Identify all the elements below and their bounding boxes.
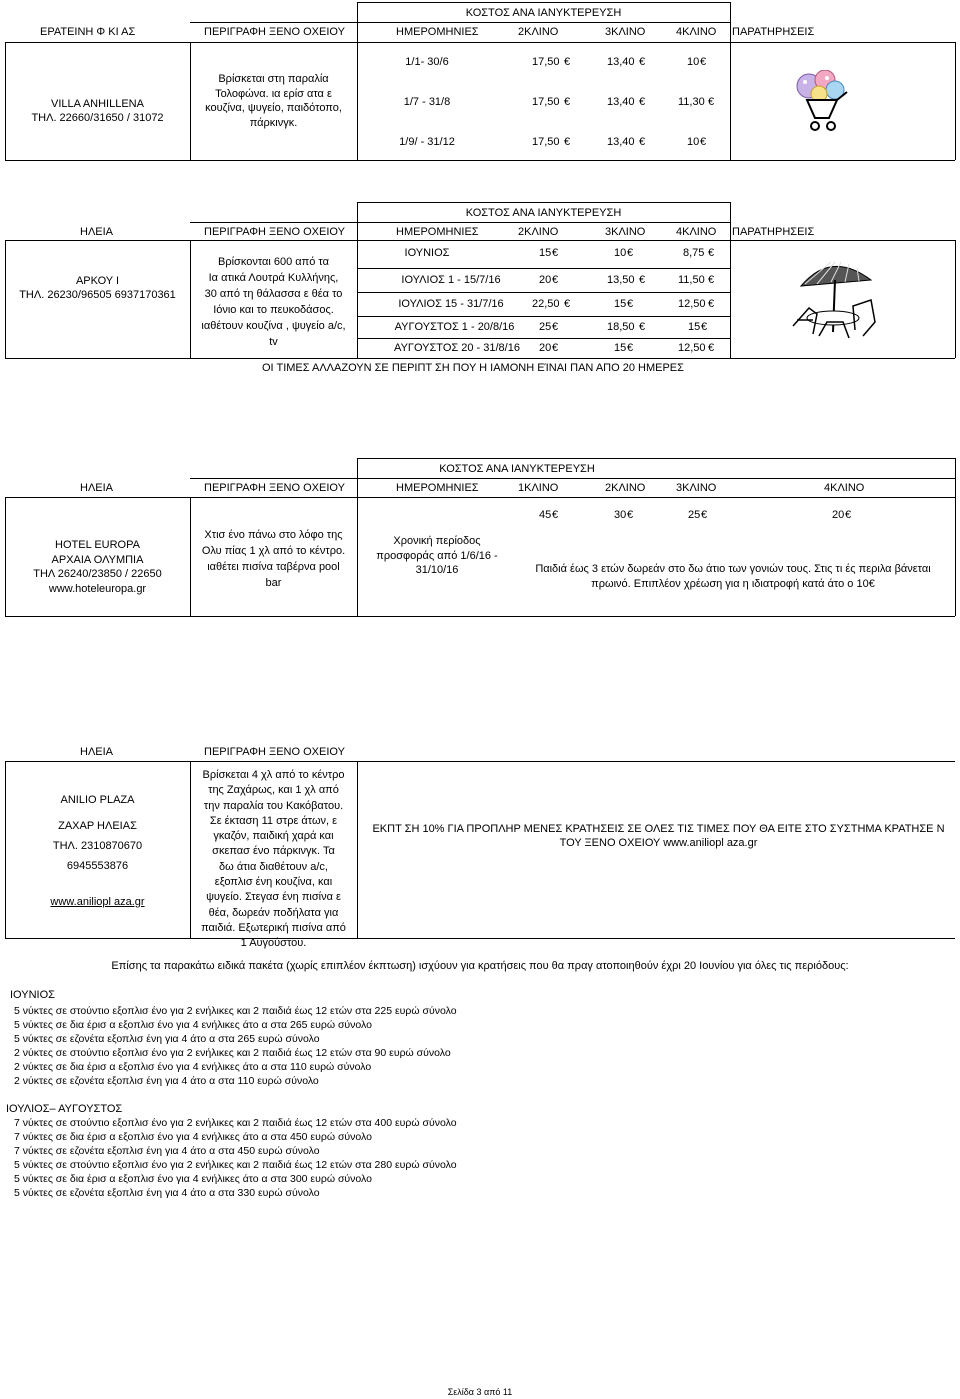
cost-title: ΚΟΣΤΟΣ ΑΝΑ ΙΑΝΥΚΤΕΡΕΥΣΗ: [465, 7, 622, 19]
region-header: ΗΛΕΙΑ: [80, 482, 114, 494]
hotel-description: Βρίσκεται 4 χλ από το κέντρο της Ζαχάρως, και 1 χλ από την παραλία του Κακόβατου. Σε έκταση 11 στρε άτων, ε γκαζόν, παιδική χαρά και σκεπασ ένο πάρκινγκ. Τα δω άτια διαθέτουν a/c, εξοπλισ ένη κουζίνα, και ψυγείο. Στεγασ ένη πισίνα ε θέα, δωρεάν ποδήλατα για παιδιά. Εξωτερική πισίνα από 1 Αυγούστου.: [201, 769, 346, 950]
date-range: ΑΥΓΟΥΣΤΟΣ 20 - 31/8/16: [394, 342, 520, 354]
package-item: 5 νύκτες σε δια έρισ α εξοπλισ ένο για 4 ενήλικες άτο α στα 300 ευρώ σύνολο: [14, 1173, 372, 1185]
cost-title: ΚΟΣΤΟΣ ΑΝΑ ΙΑΝΥΚΤΕΡΕΥΣΗ: [439, 463, 595, 475]
single-header: 1ΚΛΙΝΟ: [518, 482, 559, 494]
triple-header: 3ΚΛΙΝΟ: [676, 482, 717, 494]
package-item: 5 νύκτες σε στούντιο εξοπλισ ένο για 2 ενήλικες και 2 παιδιά έως 12 ετών στα 280 ευρώ σύνολο: [14, 1159, 457, 1171]
date-range: 1/7 - 31/8: [403, 96, 451, 108]
price-2bed: 17,50: [532, 56, 560, 68]
price-4bed: 8,75: [683, 247, 705, 259]
desc-header: ΠΕΡΙΓΡΑΦΗ ΞΕΝΟ ΟΧΕΙΟΥ: [204, 482, 345, 494]
patio-umbrella-icon: [783, 256, 883, 346]
price-4bed: 10: [687, 136, 700, 148]
hotel-phone: ΤΗΛ. 22660/31650 / 31072: [31, 112, 164, 124]
ice-cream-cart-icon: [793, 70, 857, 136]
double-header: 2ΚΛΙΝΟ: [518, 226, 559, 238]
region-header: ΗΛΕΙΑ: [80, 226, 114, 238]
price-2bed: 30: [614, 509, 627, 521]
price-4bed: 20: [832, 509, 845, 521]
hotel-phone: ΤΗΛ 26240/23850 / 22650: [33, 568, 162, 580]
package-item: 2 νύκτες σε δια έρισ α εξοπλισ ένο για 4 ενήλικες άτο α στα 110 ευρώ σύνολο: [14, 1061, 372, 1073]
date-range: ΙΟΥΛΙΟΣ 1 - 15/7/16: [401, 274, 501, 286]
desc-header: ΠΕΡΙΓΡΑΦΗ ΞΕΝΟ ΟΧΕΙΟΥ: [204, 746, 345, 758]
hotel-info: HOTEL EUROPA ΑΡΧΑΙΑ ΟΛΥΜΠΙΑ ΤΗΛ 26240/23850 / 22650 www.hoteleuropa.gr: [5, 538, 190, 596]
package-item: 2 νύκτες σε στούντιο εξοπλισ ένο για 2 ενήλικες και 2 παιδιά έως 12 ετών στα 90 ευρώ σύνολο: [14, 1047, 451, 1059]
hotel-name: HOTEL EUROPA: [55, 539, 140, 551]
package-item: 5 νύκτες σε δια έρισ α εξοπλισ ένο για 4 ενήλικες άτο α στα 265 ευρώ σύνολο: [14, 1019, 372, 1031]
discount-note: ΕΚΠΤ ΣΗ 10% ΓΙΑ ΠΡΟΠΛΗΡ ΜΕΝΕΣ ΚΡΑΤΗΣΕΙΣ ΣΕ ΟΛΕΣ ΤΙΣ ΤΙΜΕΣ ΠΟΥ ΘΑ ΕΙΤΕ ΣΤΟ ΣΥΣΤΗΜΑ ΚΡΑΤΗΣΕ Ν ΤΟΥ ΞΕΝΟ ΟΧΕΙΟΥ www.aniliopl aza.gr: [372, 823, 945, 849]
cost-title: ΚΟΣΤΟΣ ΑΝΑ ΙΑΝΥΚΤΕΡΕΥΣΗ: [465, 207, 622, 219]
price-2bed: 17,50: [532, 96, 560, 108]
package-item: 5 νύκτες σε στούντιο εξοπλισ ένο για 2 ενήλικες και 2 παιδιά έως 12 ετών στα 225 ευρώ σύνολο: [14, 1005, 457, 1017]
double-header: 2ΚΛΙΝΟ: [518, 26, 559, 38]
price-4bed: 12,50: [678, 298, 706, 310]
date-range: 1/1- 30/6: [405, 56, 449, 68]
hotel-name: VILLA ANHILLENA: [51, 98, 144, 110]
package-item: 2 νύκτες σε εζονέτα εξοπλισ ένη για 4 άτο α στα 110 ευρώ σύνολο: [14, 1075, 319, 1087]
remarks-header: ΠΑΡΑΤΗΡΗΣΕΙΣ: [732, 226, 815, 238]
price-2bed: 17,50: [532, 136, 560, 148]
price-4bed: 10: [687, 56, 700, 68]
date-range: ΙΟΥΛΙΟΣ 15 - 31/7/16: [398, 298, 504, 310]
packages-intro: Επίσης τα παρακάτω ειδικά πακέτα (χωρίς επιπλέον έκπτωση) ισχύουν για κρατήσεις που θα πραγ ατοποιηθούν έχρι 20 Ιουνίου για όλες τις περιόδους:: [111, 960, 849, 972]
triple-header: 3ΚΛΙΝΟ: [605, 26, 646, 38]
price-3bed: 25: [688, 509, 701, 521]
price-2bed: 22,50: [532, 298, 560, 310]
hotel-name: ANILIO PLAZA: [60, 794, 135, 806]
desc-header: ΠΕΡΙΓΡΑΦΗ ΞΕΝΟ ΟΧΕΙΟΥ: [204, 26, 345, 38]
region-header: ΕΡΑΤΕΙΝΗ Φ ΚΙ ΑΣ: [40, 26, 136, 38]
quad-header: 4ΚΛΙΝΟ: [676, 26, 717, 38]
dates-header: ΗΜΕΡΟΜΗΝΙΕΣ: [396, 26, 479, 38]
price-1bed: 45: [539, 509, 552, 521]
price-3bed: 10: [614, 247, 627, 259]
hotel-description: Βρίσκονται 600 από τα Ια ατικά Λουτρά Κυλλήνης, 30 από τη θάλασσα ε θέα το Ιόνιο και το πευκοδάσος. ιαθέτουν κουζίνα , ψυγείο a/c, tv: [201, 256, 346, 348]
price-3bed: 13,40: [607, 96, 635, 108]
hotel-info: [5, 274, 190, 302]
dates-header: ΗΜΕΡΟΜΗΝΙΕΣ: [396, 482, 479, 494]
region-header: ΗΛΕΙΑ: [80, 746, 114, 758]
price-3bed: 13,40: [607, 56, 635, 68]
package-item: 5 νύκτες σε εζονέτα εξοπλισ ένη για 4 άτο α στα 330 ευρώ σύνολο: [14, 1187, 320, 1199]
hotel-name: ΑΡΚΟΥ Ι: [75, 275, 120, 287]
price-4bed: 15: [688, 321, 701, 333]
quad-header: 4ΚΛΙΝΟ: [824, 482, 865, 494]
offer-period: Χρονική περίοδος προσφοράς από 1/6/16 - 31/10/16: [376, 535, 498, 576]
remarks-header: ΠΑΡΑΤΗΡΗΣΕΙΣ: [732, 26, 815, 38]
hotel-info: [5, 97, 190, 125]
hotel-website-link[interactable]: www.aniliopl aza.gr: [50, 896, 145, 908]
hotel-description: Χτισ ένο πάνω στο λόφο της Ολυ πίας 1 χλ από το κέντρο. ιαθέτει πισίνα ταβέρνα pool bar: [201, 529, 346, 589]
july-august-title: ΙΟΥΛΙΟΣ– ΑΥΓΟΥΣΤΟΣ: [6, 1103, 123, 1115]
price-3bed: 13,40: [607, 136, 635, 148]
page-footer: Σελίδα 3 από 11: [447, 1387, 513, 1397]
double-header: 2ΚΛΙΝΟ: [605, 482, 646, 494]
price-2bed: 15: [539, 247, 552, 259]
price-2bed: 20: [539, 274, 552, 286]
hotel-description: Βρίσκεται στη παραλία Τολοφώνα. ια ερίσ ατα ε κουζίνα, ψυγείο, παιδότοπο, πάρκινγκ.: [205, 73, 342, 129]
price-2bed: 25: [539, 321, 552, 333]
price-3bed: 13,50: [607, 274, 635, 286]
hotel-phone: ΤΗΛ. 2310870670: [52, 840, 143, 852]
desc-header: ΠΕΡΙΓΡΑΦΗ ΞΕΝΟ ΟΧΕΙΟΥ: [204, 226, 345, 238]
package-item: 7 νύκτες σε στούντιο εξοπλισ ένο για 2 ενήλικες και 2 παιδιά έως 12 ετών στα 400 ευρώ σύνολο: [14, 1117, 457, 1129]
price-3bed: 15: [614, 342, 627, 354]
hotel-phone: ΤΗΛ. 26230/96505 6937170361: [19, 289, 176, 301]
price-4bed: 11,50: [678, 274, 705, 286]
price-2bed: 20: [539, 342, 552, 354]
price-4bed: 11,30: [678, 96, 705, 108]
date-range: 1/9/ - 31/12: [399, 136, 455, 148]
package-item: 5 νύκτες σε εζονέτα εξοπλισ ένη για 4 άτο α στα 265 ευρώ σύνολο: [14, 1033, 320, 1045]
quad-header: 4ΚΛΙΝΟ: [676, 226, 717, 238]
package-item: 7 νύκτες σε δια έρισ α εξοπλισ ένο για 4 ενήλικες άτο α στα 450 ευρώ σύνολο: [14, 1131, 372, 1143]
date-range: ΙΟΥΝΙΟΣ: [404, 247, 450, 259]
date-range: ΑΥΓΟΥΣΤΟΣ 1 - 20/8/16: [394, 321, 515, 333]
june-title: ΙΟΥΝΙΟΣ: [10, 989, 55, 1001]
triple-header: 3ΚΛΙΝΟ: [605, 226, 646, 238]
dates-header: ΗΜΕΡΟΜΗΝΙΕΣ: [396, 226, 479, 238]
price-3bed: 18,50: [607, 321, 635, 333]
price-note: ΟΙ ΤΙΜΕΣ ΑΛΛΑΖΟΥΝ ΣΕ ΠΕΡΙΠΤ ΣΗ ΠΟΥ Η ΙΑΜΟΝΗ ΕΊΝΑΙ ΠΑΝ ΑΠΟ 20 ΗΜΕΡΕΣ: [262, 362, 684, 374]
hotel-website: www.hoteleuropa.gr: [48, 582, 147, 595]
remarks: Παιδιά έως 3 ετών δωρεάν στο δω άτιο των γονιών τους. Στις τι ές περιλα βάνεται πρωινό. Επιπλέον χρέωση για η ιδιατροφή κατά άτο ο 10€: [535, 563, 931, 590]
hotel-mobile: 6945553876: [66, 860, 129, 872]
package-item: 7 νύκτες σε εζονέτα εξοπλισ ένη για 4 άτο α στα 450 ευρώ σύνολο: [14, 1145, 320, 1157]
price-4bed: 12,50: [678, 342, 706, 354]
price-3bed: 15: [614, 298, 627, 310]
hotel-info: ANILIO PLAZA ΖΑΧΑΡ ΗΛΕΙΑΣ ΤΗΛ. 2310870670 6945553876 www.aniliopl aza.gr: [5, 794, 190, 908]
